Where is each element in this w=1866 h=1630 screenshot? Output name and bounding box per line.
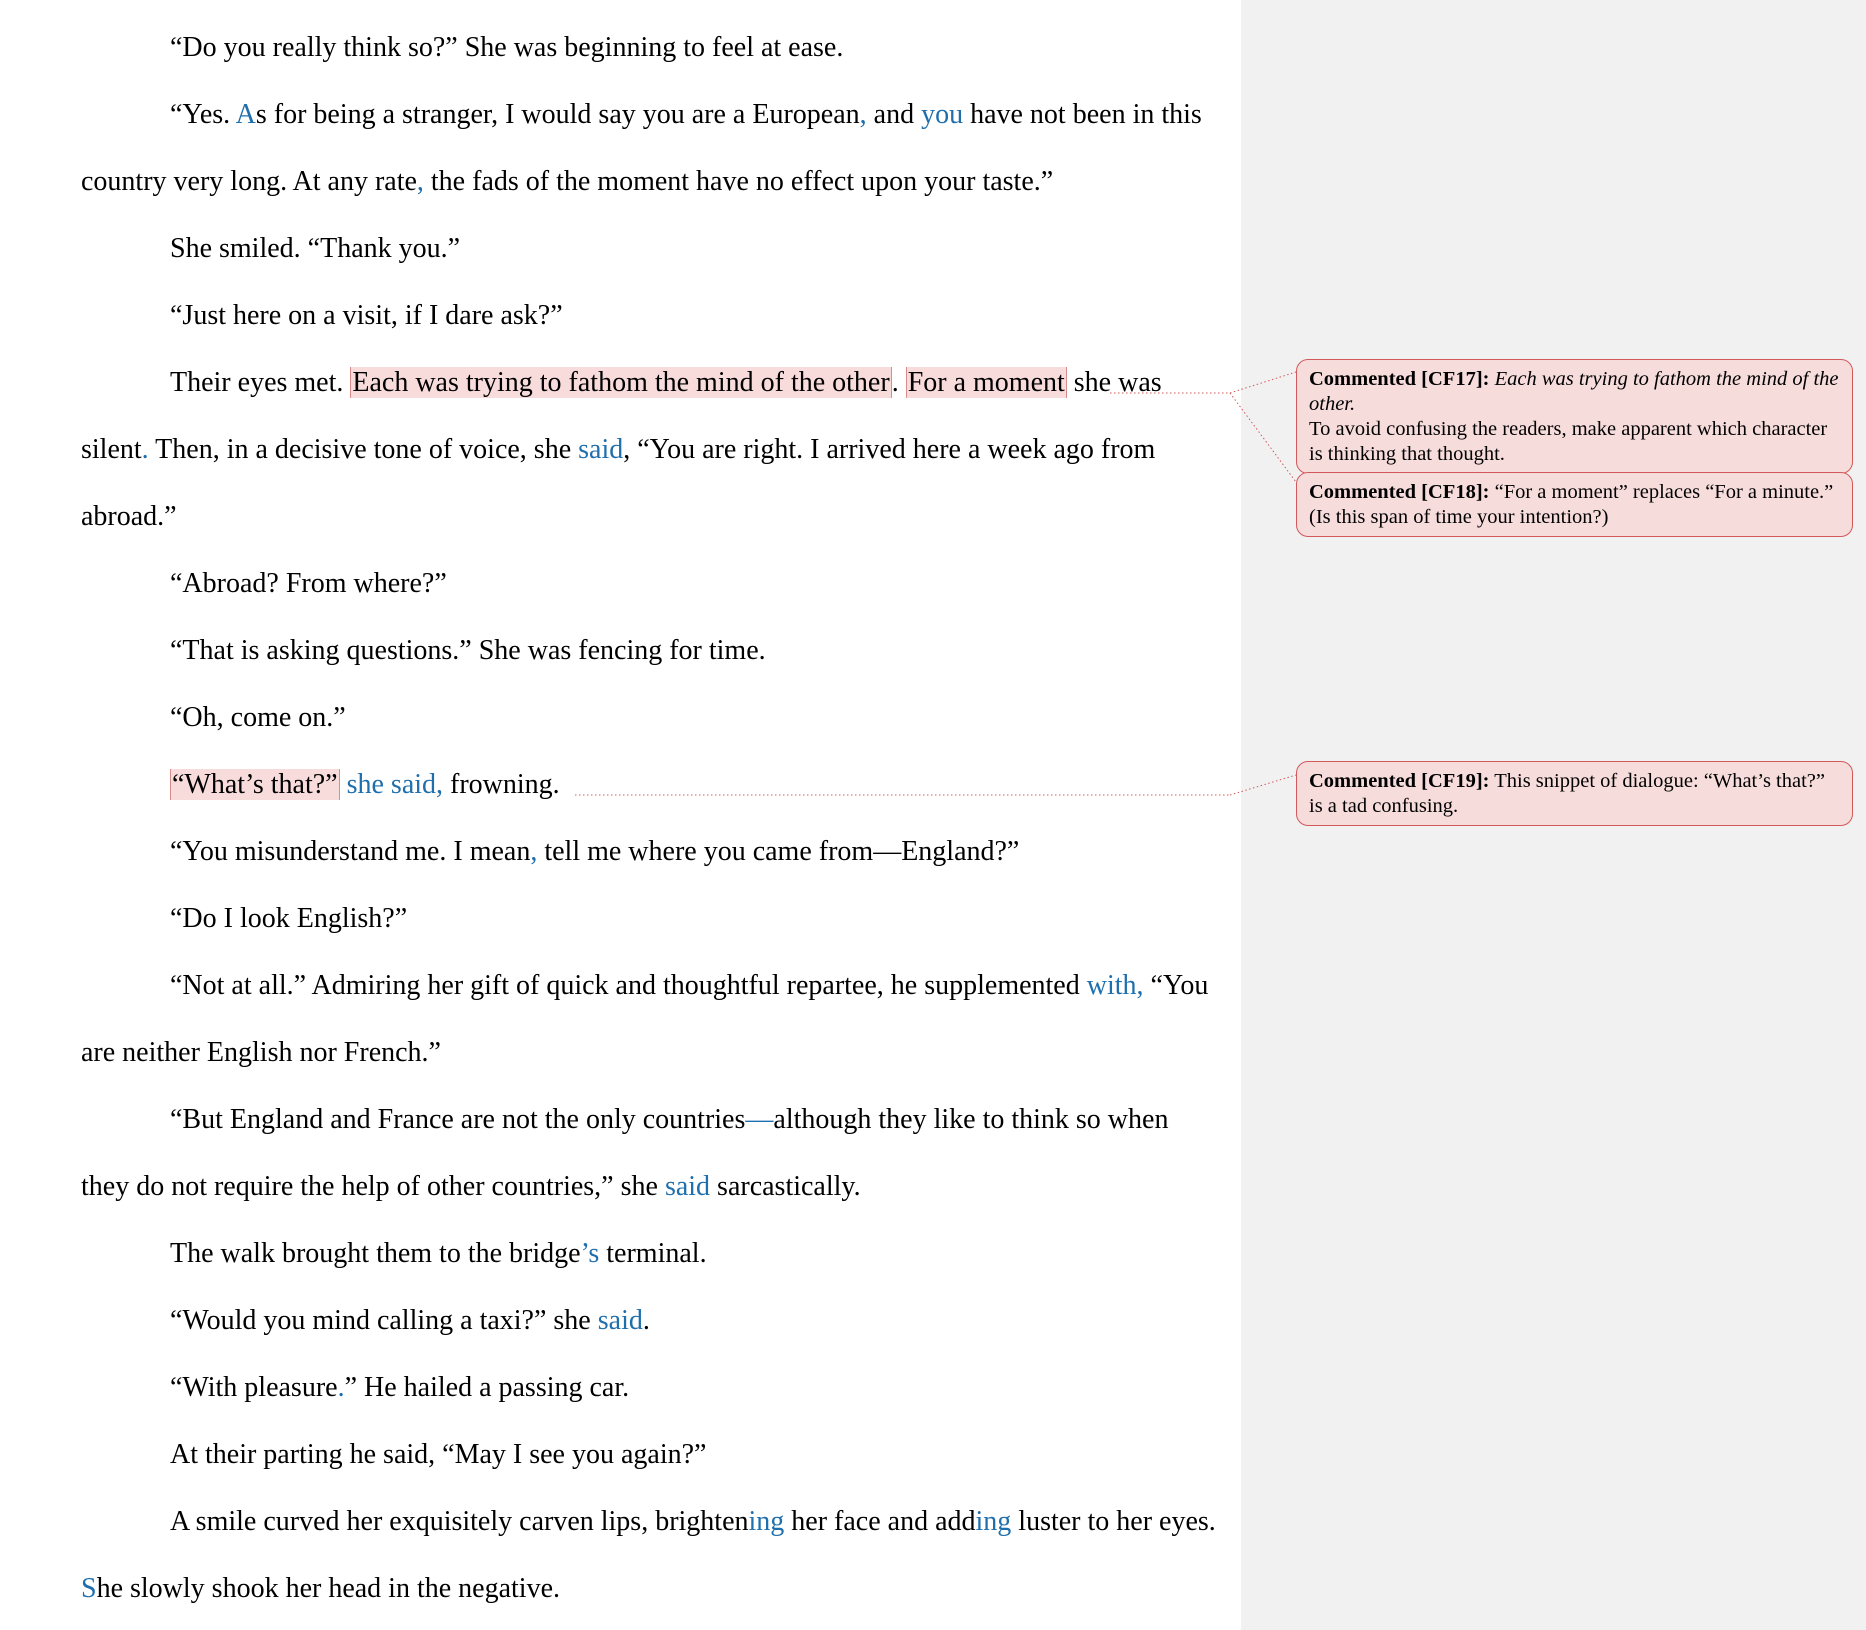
paragraph[interactable] [81, 617, 1221, 684]
paragraph[interactable] [81, 684, 1221, 751]
text-run: luster to her eyes. [1011, 1506, 1216, 1537]
text-run: “That is asking questions.” She was fencing for time. [170, 635, 766, 666]
text-run: “Would you mind calling a taxi?” she [170, 1305, 598, 1336]
commented-text[interactable]: For a moment [907, 367, 1065, 398]
text-run: Then, in a decisive tone of voice, she [148, 434, 579, 465]
text-run: s for being a stranger, I would say you are a European [255, 99, 860, 130]
paragraph[interactable] [81, 1488, 1221, 1622]
tracked-insertion: said [597, 1305, 643, 1336]
tracked-insertion: with, [1086, 970, 1144, 1001]
text-run: frowning. [443, 769, 560, 800]
comment-tag: Commented [CF19]: [1309, 770, 1490, 792]
paragraph[interactable] [81, 81, 1221, 215]
text-run: She smiled. “Thank you.” [170, 233, 461, 264]
text-run: A smile curved her exquisitely carven lips, brighten [170, 1506, 749, 1537]
text-run: she was silent [81, 367, 1162, 465]
commented-text[interactable]: Each was trying to fathom the mind of the other [352, 367, 890, 398]
paragraph[interactable] [81, 349, 1221, 550]
comment-cf19[interactable] [1296, 761, 1853, 826]
text-run: tell me where you came from—England?” [537, 836, 1020, 867]
paragraph[interactable] [81, 818, 1221, 885]
text-run: “Do I look English?” [170, 903, 408, 934]
comment-quote: Each was trying to fathom the mind of the other. [1309, 368, 1839, 415]
text-run: “Not at all.” Admiring her gift of quick and thoughtful repartee, he supplemented [170, 970, 1087, 1001]
commented-text[interactable]: “What’s that?” [172, 769, 338, 800]
tracked-insertion: . [141, 434, 149, 465]
paragraph[interactable] [81, 1354, 1221, 1421]
text-run [899, 367, 906, 398]
text-run: ” He hailed a passing car. [344, 1372, 630, 1403]
comment-cf17[interactable] [1296, 359, 1853, 474]
text-run: “But England and France are not the only countries [170, 1104, 746, 1135]
tracked-insertion: ’s [580, 1238, 600, 1269]
paragraph[interactable] [81, 952, 1221, 1086]
tracked-insertion: ing [975, 1506, 1012, 1537]
text-run: “Just here on a visit, if I dare ask?” [170, 300, 563, 331]
tracked-insertion: A [235, 99, 256, 130]
comment-tag: Commented [CF17]: [1309, 368, 1490, 390]
paragraph[interactable] [81, 751, 1221, 818]
text-run: sarcastically. [710, 1171, 861, 1202]
paragraph[interactable] [81, 282, 1221, 349]
paragraph[interactable] [81, 1220, 1221, 1287]
text-run: although they like to think so when they do not require the help of other countries,” she [81, 1104, 1169, 1202]
text-run: “Abroad? From where?” [170, 568, 447, 599]
paragraph[interactable] [81, 14, 1221, 81]
text-run: “You are neither English nor French.” [81, 970, 1209, 1068]
tracked-insertion: S [81, 1573, 97, 1604]
text-run [340, 769, 347, 800]
text-run: the fads of the moment have no effect upon your taste.” [423, 166, 1054, 197]
text-run: Their eyes met. [170, 367, 351, 398]
tracked-insertion: . [337, 1372, 345, 1403]
text-run: terminal. [599, 1238, 707, 1269]
text-run: . [891, 367, 899, 398]
text-run: “Do you really think so?” She was beginning to feel at ease. [170, 32, 844, 63]
text-run: and [866, 99, 922, 130]
text-run: have not been in this country very long. At any rate [81, 99, 1202, 197]
text-run: “Oh, come on.” [170, 702, 346, 733]
paragraph[interactable] [81, 885, 1221, 952]
paragraph[interactable] [81, 1086, 1221, 1220]
text-run: her face and add [784, 1506, 976, 1537]
text-run: At their parting he said, “May I see you again?” [170, 1439, 707, 1470]
tracked-insertion: you [921, 99, 964, 130]
tracked-insertion: , [416, 166, 424, 197]
text-run: The walk brought them to the bridge [170, 1238, 581, 1269]
paragraph[interactable] [81, 215, 1221, 282]
comment-body: To avoid confusing the readers, make apparent which character is thinking that thought. [1309, 418, 1828, 465]
comment-tag: Commented [CF18]: [1309, 481, 1490, 503]
comment-body: “For a moment” replaces “For a minute.” (Is this span of time your intention?) [1309, 481, 1834, 528]
text-run: , “You are right. I arrived here a week ago from abroad.” [81, 434, 1156, 532]
text-run: “Yes. [170, 99, 236, 130]
text-run: he slowly shook her head in the negative. [96, 1573, 561, 1604]
tracked-insertion: ing [748, 1506, 785, 1537]
text-run: “You misunderstand me. I mean [170, 836, 531, 867]
paragraph[interactable] [81, 550, 1221, 617]
tracked-insertion: she said, [346, 769, 444, 800]
paragraph[interactable] [81, 1421, 1221, 1488]
tracked-insertion: said [664, 1171, 711, 1202]
text-run: . [642, 1305, 650, 1336]
tracked-insertion: , [530, 836, 538, 867]
tracked-insertion: said [578, 434, 624, 465]
comment-cf18[interactable] [1296, 472, 1853, 537]
text-run: “With pleasure [170, 1372, 338, 1403]
tracked-insertion: — [745, 1104, 774, 1135]
paragraph[interactable] [81, 1287, 1221, 1354]
tracked-insertion: , [859, 99, 867, 130]
comment-body: This snippet of dialogue: “What’s that?” is a tad confusing. [1309, 770, 1825, 817]
